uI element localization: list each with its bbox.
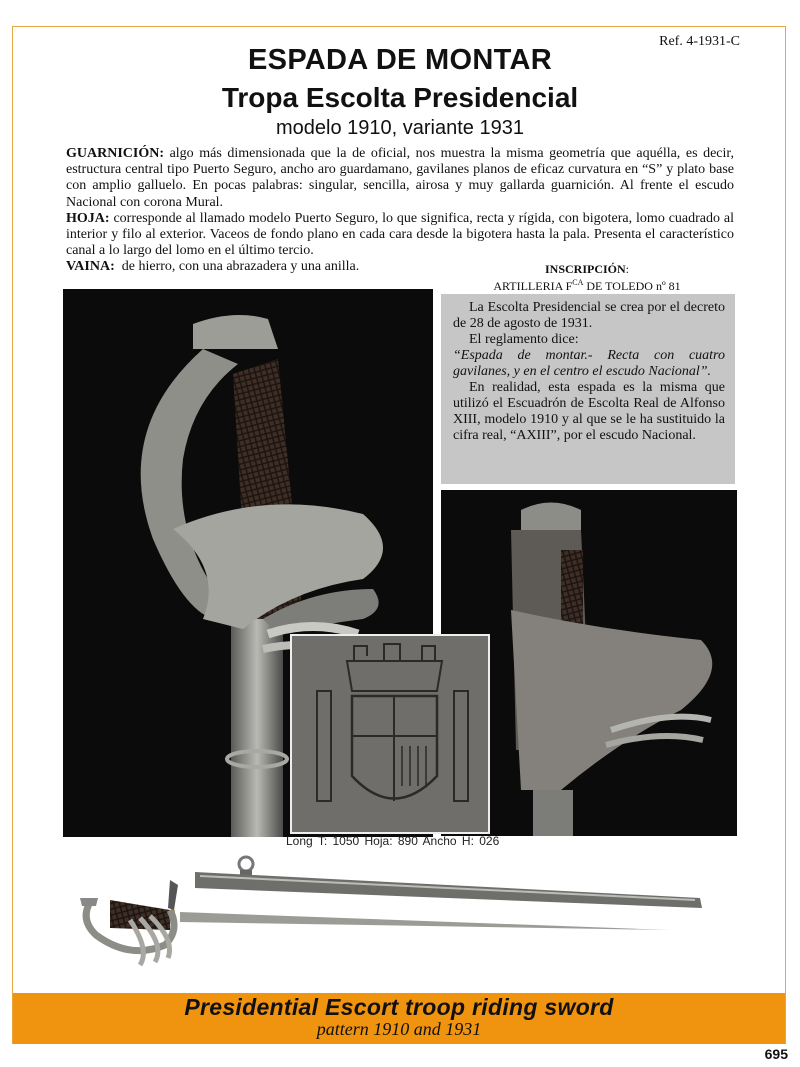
- guarnicion-text: algo más dimensionada que la de oficial, nos muestra la misma geometría que aquélla, es decir, estructura central tipo Puerto Seguro, ancho aro guardamano, gavilanes planos de eficaz curvatura en “S” y plato base con amplio galluelo. En pocas palabras: singular, sencilla, airosa y muy gallarda guarnición. Al frente el escudo Nacional con corona Mural.: [66, 146, 735, 210]
- model-line: modelo 1910, variante 1931: [276, 117, 524, 139]
- quote-paragraph-3: “Espada de montar.- Recta con cuatro gavilanes, y en el centro el escudo Nacional”.: [453, 348, 725, 379]
- description: [66, 146, 734, 276]
- hoja-paragraph: [66, 211, 734, 260]
- quote-paragraph-4: En realidad, esta espada es la misma que utilizó el Escuadrón de Escolta Real de Alfonso XIII, modelo 1910 y al que se le ha sustituido la cifra real, “AXIII”, por el escudo Nacional.: [453, 380, 725, 443]
- inscription-text: [462, 276, 712, 293]
- dimensions: Long T: 1050 Hoja: 890 Ancho H: 026: [286, 834, 500, 848]
- guarnicion-label: GUARNICIÓN:: [66, 146, 164, 161]
- inscription-label: INSCRIPCIÓN: [544, 262, 626, 276]
- quote-paragraph-1: La Escolta Presidencial se crea por el decreto de 28 de agosto de 1931.: [453, 300, 725, 331]
- inscription-block: [462, 262, 712, 293]
- hoja-label: HOJA:: [66, 210, 110, 226]
- inscription-colon: :: [625, 262, 630, 276]
- inscription-text-a: ARTILLERIA F: [493, 279, 573, 293]
- guarnicion-paragraph: [66, 146, 734, 211]
- vaina-text: de hierro, con una abrazadera y una anilla.: [121, 259, 360, 275]
- history-quote-box: [441, 294, 735, 484]
- inscription-text-b: DE TOLEDO nº 81: [583, 279, 681, 293]
- inscription-superscript: CA: [572, 278, 584, 287]
- full-sword-photo: [70, 850, 720, 980]
- hoja-text: corresponde al llamado modelo Puerto Seguro, lo que significa, recta y rígida, con bigotera, lomo cuadrado al interior y filo al exterior. Vaceos de fondo plano en cada cara desde la bigotera hasta la pala. Presenta el característico canal a lo largo del lomo en el último tercio.: [66, 210, 735, 259]
- banner-title: Presidential Escort troop riding sword: [184, 994, 614, 1020]
- page-number: 695: [764, 1046, 788, 1062]
- reference-code: Ref. 4-1931-C: [659, 34, 740, 49]
- page-title: ESPADA DE MONTAR: [248, 44, 552, 76]
- english-title-banner: [13, 993, 785, 1044]
- banner-subtitle: pattern 1910 and 1931: [316, 1019, 482, 1039]
- coat-of-arms-detail-photo: [290, 634, 490, 834]
- vaina-label: VAINA:: [66, 259, 115, 275]
- quote-paragraph-2: El reglamento dice:: [469, 332, 579, 347]
- page-subtitle: Tropa Escolta Presidencial: [221, 82, 579, 113]
